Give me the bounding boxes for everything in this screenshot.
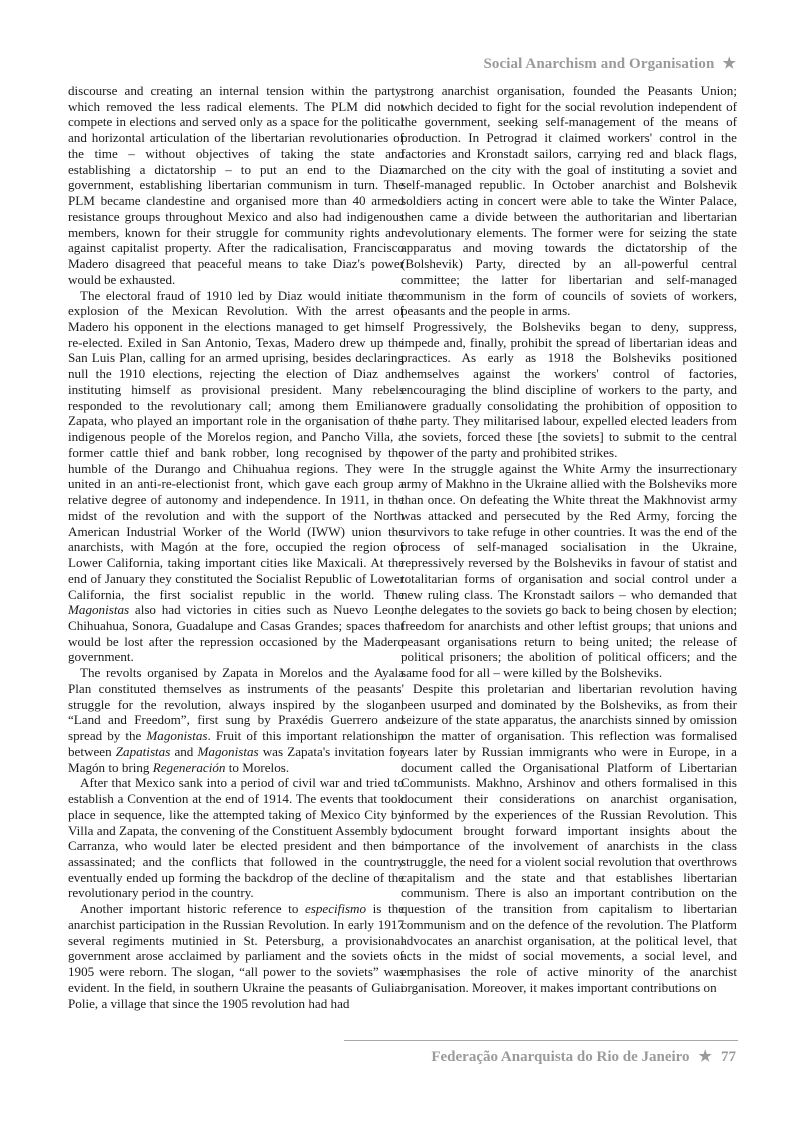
star-icon: ★ [722,56,736,72]
running-header [483,54,736,73]
paragraph: Progressively, the Bolsheviks began to deny, suppress, impede and, finally, prohibit the spread of libertarian ideas and practices. As early as 1918 the Bolsheviks positioned themselves against the workers' control of factories, encouraging the blind discipline of workers to the party, and were gradually consolidating the prohibition of opposition to the party. They militarised labour, expelled elected leaders from the soviets, forced these [the soviets] to submit to the central power of the party and prohibited strikes. [401,319,737,460]
paragraph: discourse and creating an internal tension within the party, which removed the less radical elements. The PLM did not compete in elections and served only as a space for the political and horizontal articulation of the libertarian revolutionaries of the time – without objectives of taking the state and establishing a dictatorship – to put an end to the Diaz government, establishing libertarian communism in turn. The PLM became clandestine and organised more than 40 armed resistance groups throughout Mexico and also had indigenous members, known for their struggle for community rights and against capitalist property. After the radicalisation, Francisco Madero disagreed that peaceful means to take Diaz's power would be exhausted. [68,83,404,287]
page-number: 77 [721,1049,736,1065]
star-icon: ★ [698,1049,712,1065]
paragraph: In the struggle against the White Army the insurrectionary army of Makhno in the Ukraine allied with the Bolsheviks more than once. On defeating the White threat the Makhnovist army was attacked and persecuted by the Red Army, forcing the survivors to take refuge in other countries. It was the end of the process of self-managed socialisation in the Ukraine, repressively reversed by the Bolsheviks in favour of statist and totalitarian forms of organisation and social control under a new ruling class. The Kronstadt sailors – who demanded that the delegates to the soviets go back to being chosen by election; freedom for anarchists and other leftist groups; that unions and peasant organisations return to being united; the release of political prisoners; the abolition of political officers; and the same food for all – were killed by the Bolsheviks. [401,460,738,681]
paragraph: The electoral fraud of 1910 led by Diaz would initiate the explosion of the Mexican Revolution. With the arrest of Madero his opponent in the elections managed to get himself re-elected. Exiled in San Antonio, Texas, Madero drew up the San Luis Plan, calling for an armed uprising, besides declaring null the 1910 elections, rejecting the election of Diaz and instituting himself as provisional president. Many rebels responded to the revolutionary call; among them Emiliano Zapata, who played an important role in the organisation of the indigenous people of the Morelos region, and Pancho Villa, a former cattle thief and bank robber, long recognised by the humble of the Durango and Chihuahua regions. They were united in an anti-re-electionist front, which gave each group a relative degree of autonomy and independence. In 1911, in the midst of the revolution and with the support of the North American Industrial Worker of the World (IWW) union the anarchists, with Magón at the fore, occupied the region of Lower California, taking important cities like Maxicali. At the end of January they constituted the Socialist Republic of Lower California, the first socialist republic in the world. The Magonistas also had victories in cities such as Nuevo Leon, Chihuahua, Sonora, Guadalupe and Casas Grandes; spaces that would be lost after the repression occasioned by the Madero government. [68,287,404,665]
footer-publisher: Federação Anarquista do Rio de Janeiro [431,1049,690,1065]
footer-divider [344,1040,738,1041]
paragraph: After that Mexico sank into a period of civil war and tried to establish a Convention at the end of 1914. The events that took place in sequence, like the attempted taking of Mexico City by Villa and Zapata, the convening of the Constituent Assembly by Carranza, who would later be elected president and then be assassinated; and the conflicts that followed in the country eventually ended up forming the backdrop of the decline of the revolutionary period in the country. [68,775,404,901]
paragraph: Another important historic reference to especifismo is the anarchist participation in the Russian Revolution. In early 1917 several regiments mutinied in St. Petersburg, a provisional government arose acclaimed by parliament and the soviets of 1905 were reborn. The slogan, “all power to the soviets” was evident. In the field, in southern Ukraine the peasants of Guliai Polie, a village that since the 1905 revolution had had [68,901,404,1011]
right-column [401,83,737,996]
running-title: Social Anarchism and Organisation [483,56,715,72]
paragraph: Despite this proletarian and libertarian revolution having been usurped and dominated by the Bolsheviks, as from their seizure of the state apparatus, the anarchists sinned by omission on the matter of organisation. This reflection was formalised years later by Russian immigrants who were in Europe, in a document called the Organisational Platform of Libertarian Communists. Makhno, Arshinov and others formalised in this document their considerations on anarchist organisation, informed by the experiences of the Russian Revolution. This document brought forward important insights about the importance of the involvement of anarchists in the class struggle, the need for a violent social revolution that overthrows capitalism and the state and that establishes libertarian communism. There is also an important contribution on the question of the transition from capitalism to libertarian communism and on the defence of the revolution. The Platform advocates an anarchist organisation, at the political level, that acts in the midst of social movements, a social level, and emphasises the role of active minority of the anarchist organisation. Moreover, it makes important contributions on [401,680,737,995]
left-column [68,83,404,1011]
paragraph: The revolts organised by Zapata in Morelos and the Ayala Plan constituted themselves as instruments of the peasants' struggle for the revolution, always inspired by the slogan, “Land and Freedom”, first sung by Praxédis Guerrero and spread by the Magonistas. Fruit of this important relationship between Zapatistas and Magonistas was Zapata's invitation for Magón to bring Regeneración to Morelos. [68,665,404,775]
paragraph: strong anarchist organisation, founded the Peasants Union; which decided to fight for the social revolution independent of the government, seeking self-management of the means of production. In Petrograd it claimed workers' control in the factories and Kronstadt sailors, carrying red and black flags, marched on the city with the goal of instituting a soviet and self-managed republic. In October anarchist and Bolshevik soldiers acting in concert were able to take the Winter Palace, then came a divide between the authoritarian and libertarian revolutionary elements. The former were for seizing the state apparatus and moving towards the dictatorship of the (Bolshevik) Party, directed by an all-powerful central committee; the latter for libertarian and self-managed communism in the form of councils of soviets of workers, peasants and the people in arms. [401,83,737,319]
page-footer [431,1047,736,1066]
